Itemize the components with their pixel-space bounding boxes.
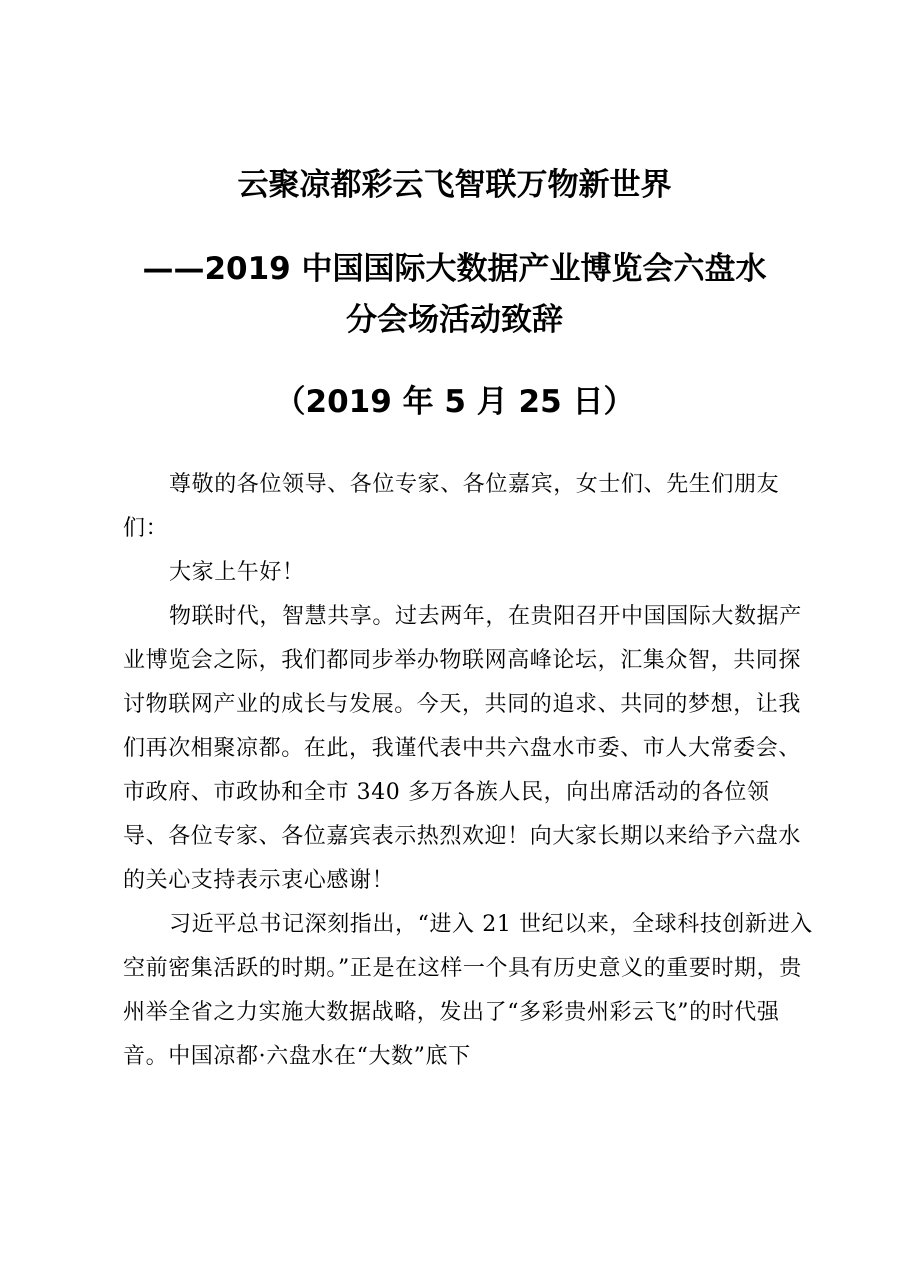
document-subtitle-line2: 分会场活动致辞 <box>346 302 563 338</box>
body-paragraph: 习近平总书记深刻指出，“进入 21 世纪以来，全球科技创新进入空前密集活跃的时期。”正是在这样一个具有历史意义的重要时期，贵州举全省之力实施大数据战略，发出了“多彩贵州彩云飞”的时代强音。中国凉都·六盘水在“大数”底下 <box>123 912 813 1069</box>
document-subtitle-line1: ——2019 中国国际大数据产业博览会六盘水 <box>142 251 767 287</box>
document-body <box>123 463 813 1079</box>
document-date: （2019 年 5 月 25 日） <box>274 384 635 420</box>
salutation-paragraph: 尊敬的各位领导、各位专家、各位嘉宾，女士们、先生们朋友们： <box>123 472 780 541</box>
body-paragraph: 物联时代，智慧共享。过去两年，在贵阳召开中国国际大数据产业博览会之际，我们都同步举办物联网高峰论坛，汇集众智，共同探讨物联网产业的成长与发展。今天，共同的追求、共同的梦想，让我们再次相聚凉都。在此，我谨代表中共六盘水市委、市人大常委会、市政府、市政协和全市 340 多万各族人民，向出席活动的各位领导、各位专家、各位嘉宾表示热烈欢迎！向大家长期以来给予六盘水的关心支持表示衷心感谢！ <box>123 604 802 893</box>
greeting-paragraph: 大家上午好！ <box>169 560 305 585</box>
document-title: 云聚凉都彩云飞智联万物新世界 <box>237 167 672 203</box>
